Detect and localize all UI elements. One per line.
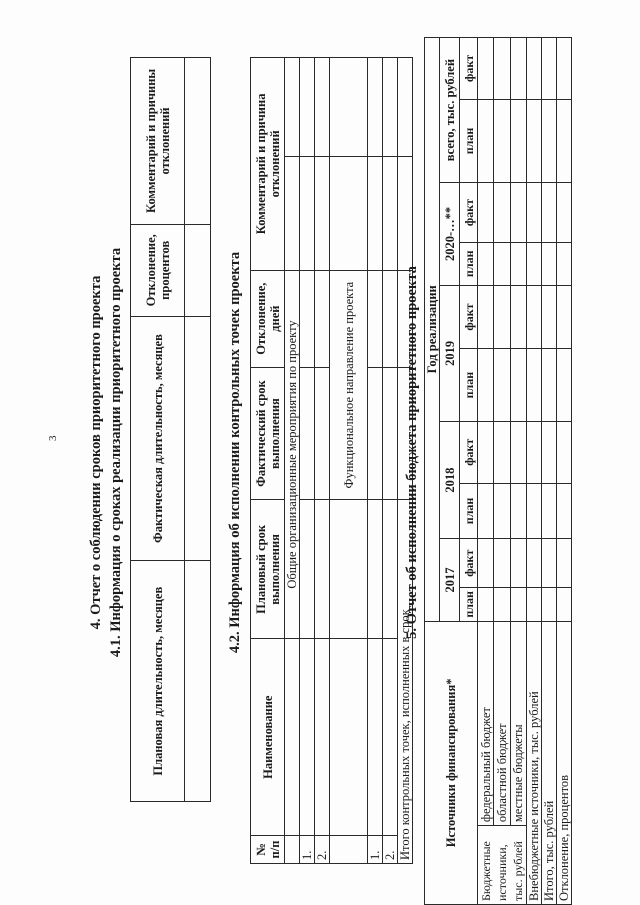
fact-header: факт (460, 285, 478, 349)
timing-table (130, 57, 211, 802)
year-2017: 2017 (440, 539, 460, 621)
group-row (330, 58, 368, 864)
total-control-points-label: Итого контрольных точек, исполненных в срок (398, 500, 413, 864)
federal-budget-label: федеральный бюджет (478, 621, 494, 825)
actual-date-header: Фактический срок выполнения (251, 367, 285, 500)
budget-header-row (425, 38, 440, 905)
total-header: всего, тыс. рублей (440, 38, 460, 183)
year-2020: 2020-…** (440, 183, 460, 286)
control-row (315, 58, 330, 864)
year-header: Год реализации (425, 38, 440, 622)
budget-row (542, 38, 557, 905)
reason-header: Комментарий и причина отклонений (251, 58, 285, 271)
comment-header: Комментарий и причины отклонений (131, 58, 185, 225)
extrabudgetary-label: Внебюджетные источники, тыс. рублей (527, 621, 542, 904)
section5-title: 5. Отчет об исполнении бюджета приоритетного проекта (404, 266, 420, 639)
plan-header: план (460, 99, 478, 182)
deviation-days-header: Отклонение, дней (251, 270, 285, 367)
control-row (383, 58, 398, 864)
fact-header: факт (460, 183, 478, 243)
row-number: 2. (315, 836, 330, 864)
group-functional-label: Функциональное направление проекта (330, 270, 368, 500)
control-header-row (251, 58, 285, 864)
budget-row (510, 38, 526, 905)
plan-header: план (460, 588, 478, 622)
name-header: Наименование (251, 639, 285, 836)
budget-table (424, 37, 572, 905)
actual-duration-header: Фактическая длительность, месяцев (131, 316, 185, 561)
total-label: Итого, тыс. рублей (542, 621, 557, 904)
planned-duration-header: Плановая длительность, месяцев (131, 561, 185, 802)
section42-title: 4.2. Информация об исполнении контрольных точек проекта (227, 251, 243, 654)
row-number: 2. (383, 836, 398, 864)
section4-title: 4. Отчет о соблюдении сроков приоритетного проекта (88, 275, 104, 630)
group-general-label: Общие организационные мероприятия по проекту (285, 270, 300, 639)
planned-date-header: Плановый срок выполнения (251, 500, 285, 639)
row-number: 1. (300, 836, 315, 864)
budget-row (557, 38, 572, 905)
budget-row (494, 38, 510, 905)
deviation-label: Отклонение, процентов (557, 621, 572, 904)
plan-header: план (460, 242, 478, 285)
control-row (300, 58, 315, 864)
plan-header: план (460, 349, 478, 422)
year-2019: 2019 (440, 285, 460, 421)
year-2018: 2018 (440, 421, 460, 538)
fact-header: факт (460, 38, 478, 100)
budget-row (527, 38, 542, 905)
timing-empty-row (185, 58, 211, 802)
row-number: 1. (368, 836, 383, 864)
deviation-percent-header: Отклонение, процентов (131, 224, 185, 316)
group-row (285, 58, 300, 864)
number-header: № п/п (251, 836, 285, 864)
sources-header: Источники финансирования* (425, 621, 478, 904)
budget-row (478, 38, 494, 905)
plan-header: план (460, 483, 478, 539)
timing-header-row (131, 58, 185, 802)
fact-header: факт (460, 539, 478, 588)
budget-sources-label: Бюджетные источники, тыс. рублей (478, 826, 527, 905)
regional-budget-label: областной бюджет (494, 621, 510, 825)
control-row (368, 58, 383, 864)
local-budgets-label: местные бюджеты (510, 621, 526, 825)
page-number: 3 (47, 435, 59, 441)
fact-header: факт (460, 421, 478, 483)
section41-title: 4.1. Информация о сроках реализации приоритетного проекта (108, 247, 124, 658)
control-points-table (250, 57, 413, 864)
